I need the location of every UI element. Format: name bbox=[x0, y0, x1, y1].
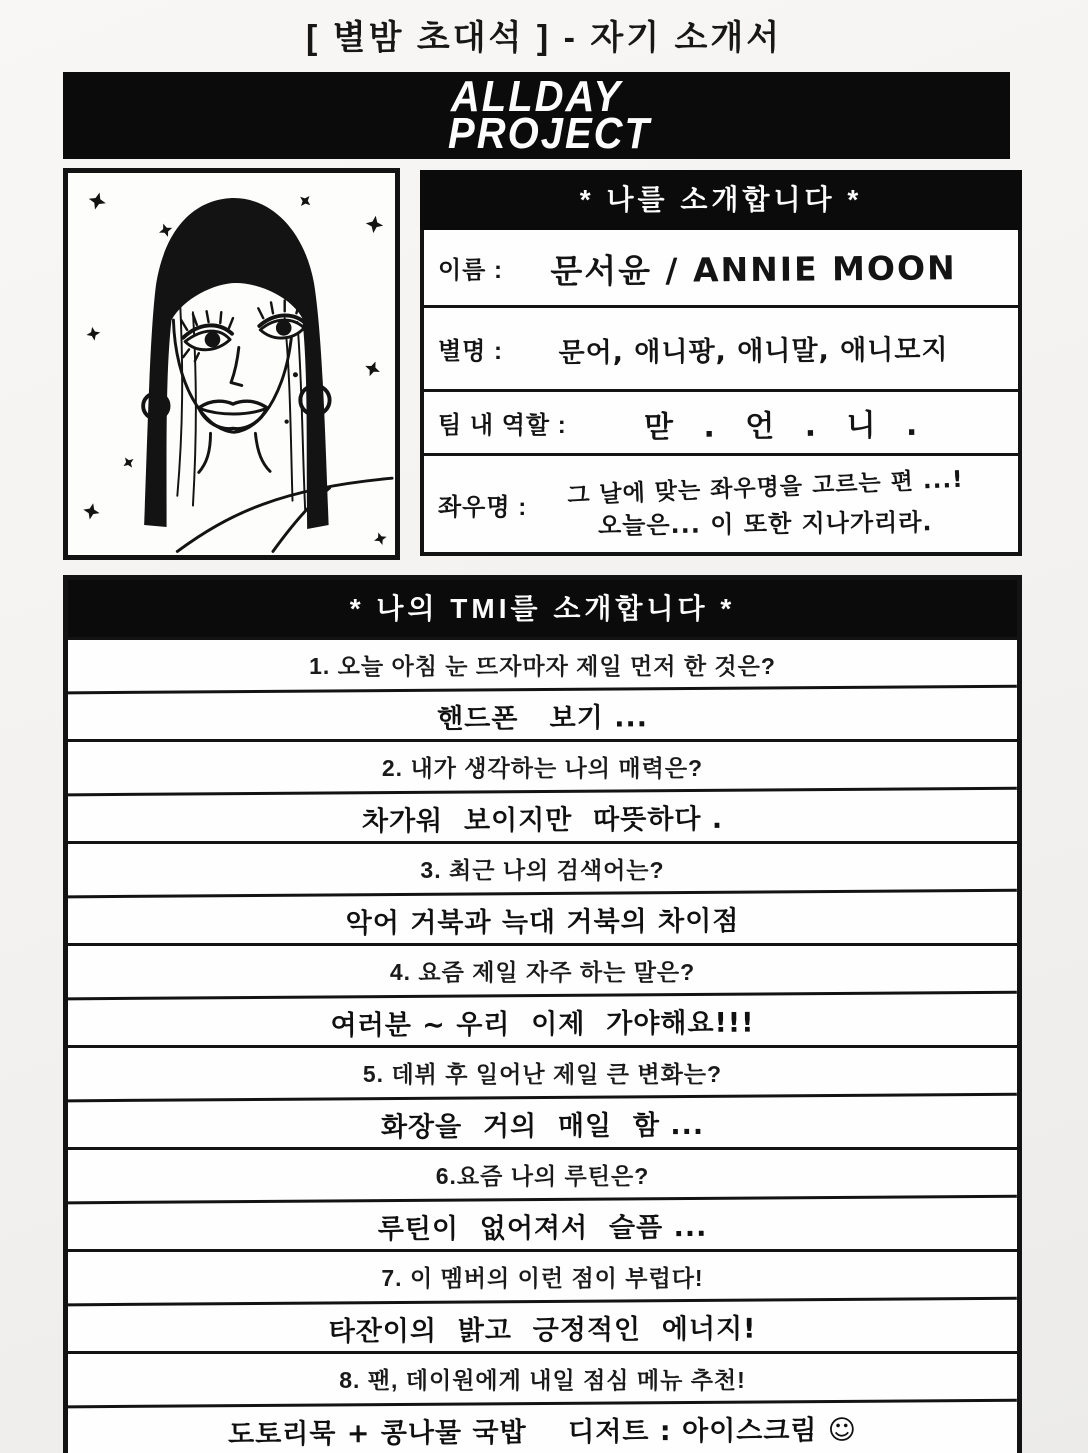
tmi-answer-2: 차가워 보이지만 따뜻하다 . bbox=[68, 787, 1017, 845]
profile-row-team-role bbox=[424, 392, 1018, 456]
neck-shoulders bbox=[177, 433, 392, 551]
tmi-answer-1: 핸드폰 보기 ... bbox=[68, 685, 1017, 743]
left-eye bbox=[181, 311, 233, 361]
profile-row-name bbox=[424, 230, 1018, 308]
tmi-question-3: 3. 최근 나의 검색어는? bbox=[68, 841, 1017, 892]
profile-row-motto bbox=[424, 456, 1018, 552]
tmi-answer-5: 화장을 거의 매일 함 ... bbox=[68, 1093, 1017, 1151]
allday-project-banner bbox=[63, 72, 1010, 159]
motto-line-1: 그 날에 맞는 좌우명을 고르는 편 ...! bbox=[567, 466, 965, 510]
profile-body bbox=[420, 230, 1022, 556]
nose bbox=[231, 347, 242, 385]
banner-logo-line2: PROJECT bbox=[448, 109, 651, 158]
portrait-box bbox=[63, 168, 400, 560]
intro-section bbox=[63, 168, 1022, 560]
tmi-question-6: 6.요즘 나의 루틴은? bbox=[68, 1147, 1017, 1198]
motto-value bbox=[527, 466, 1004, 540]
tmi-question-8: 8. 팬, 데이원에게 내일 점심 메뉴 추천! bbox=[68, 1351, 1017, 1402]
tmi-question-4: 4. 요즘 제일 자주 하는 말은? bbox=[68, 943, 1017, 994]
tmi-question-7: 7. 이 멤버의 이런 점이 부럽다! bbox=[68, 1249, 1017, 1300]
beauty-marks bbox=[285, 372, 298, 424]
tmi-question-1: 1. 오늘 아침 눈 뜨자마자 제일 먼저 한 것은? bbox=[68, 637, 1017, 688]
tmi-answer-3: 악어 거북과 늑대 거북의 차이점 bbox=[68, 889, 1017, 947]
nickname-label: 별명 : bbox=[438, 338, 504, 365]
tmi-answer-4: 여러분 ~ 우리 이제 가야해요!!! bbox=[68, 991, 1017, 1049]
banner-logo-line1: ALLDAY bbox=[450, 72, 623, 121]
name-label: 이름 : bbox=[438, 257, 504, 284]
document-title: [ 별밤 초대석 ] - 자기 소개서 bbox=[305, 19, 783, 57]
tmi-question-2: 2. 내가 생각하는 나의 매력은? bbox=[68, 739, 1017, 790]
team-role-value: 맏 . 언 . 니 . bbox=[643, 407, 928, 445]
tmi-question-5: 5. 데뷔 후 일어난 제일 큰 변화는? bbox=[68, 1045, 1017, 1096]
profile-header: * 나를 소개합니다 * bbox=[420, 170, 1022, 230]
nickname-value: 문어, 애니팡, 애니말, 애니모지 bbox=[558, 334, 949, 369]
profile-table bbox=[420, 170, 1022, 556]
name-value: 문서윤 / ANNIE MOON bbox=[550, 248, 957, 291]
tmi-answer-8: 도토리묵 + 콩나물 국밥 디저트 : 아이스크림 ☺ bbox=[68, 1399, 1017, 1453]
tmi-header: * 나의 TMI를 소개합니다 * bbox=[68, 580, 1017, 637]
portrait-drawing bbox=[68, 173, 395, 555]
tmi-table bbox=[63, 575, 1022, 1453]
profile-row-nickname bbox=[424, 308, 1018, 392]
motto-label: 좌우명 : bbox=[438, 493, 528, 521]
team-role-label: 팀 내 역할 : bbox=[438, 412, 567, 439]
tmi-answer-6: 루틴이 없어져서 슬픔 ... bbox=[68, 1195, 1017, 1253]
lips bbox=[199, 401, 267, 429]
tmi-answer-7: 타잔이의 밝고 긍정적인 에너지! bbox=[68, 1297, 1017, 1355]
motto-line-2: 오늘은... 이 또한 지나가리라. bbox=[598, 508, 934, 540]
